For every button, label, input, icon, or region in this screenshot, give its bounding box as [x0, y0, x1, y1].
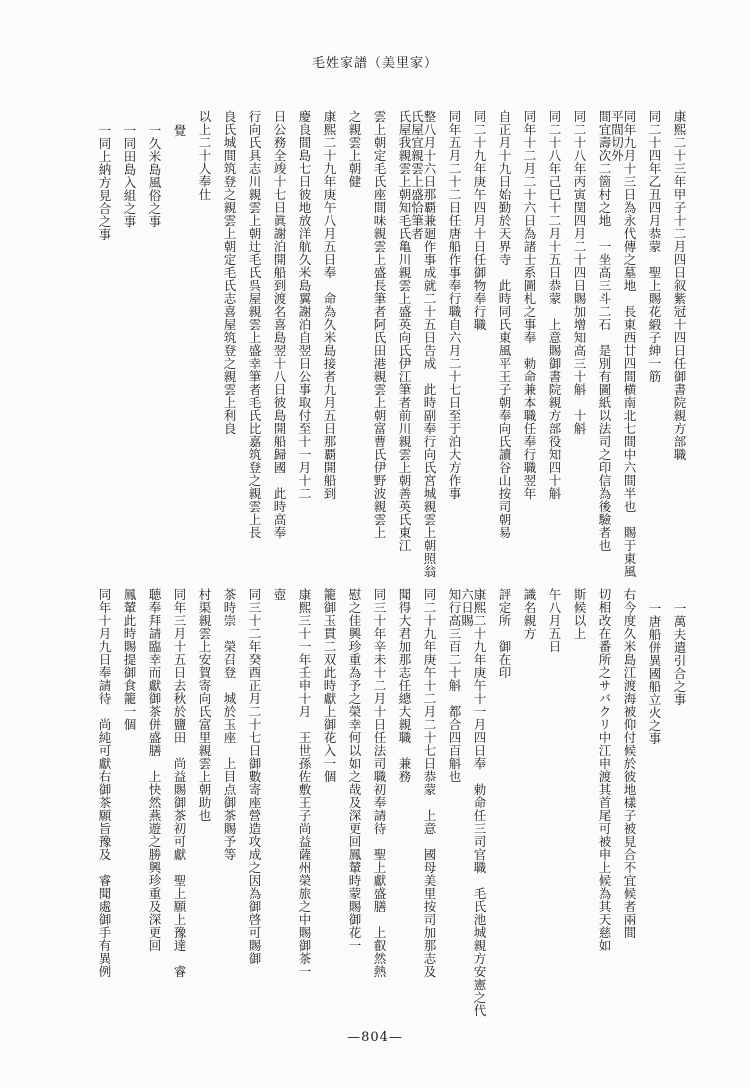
text-column: 同年十月九日奉請待 尚純可獻右御茶願旨豫及 睿聞處御手有異例: [97, 588, 112, 978]
text-column: 午八月五日: [547, 588, 562, 653]
text-column: 同年十二月二十六日為諸士系圖札之事奉 勅命兼本職任奉行職翌年: [522, 110, 537, 500]
text-column: 雲上朝定毛氏座間味親雲上盛長筆者阿氏田港親雲上朝富曹氏伊野波親雲上: [372, 110, 387, 539]
page-header: 毛姓家譜（美里家）: [311, 56, 438, 71]
text-column: 茶時崇 榮召登 城於玉座 上目点御茶賜予等: [222, 588, 237, 861]
text-column: 切相改在番所之サバクリ中江申渡其首尾可被申上候為其天慈如: [597, 588, 612, 952]
text-column: 康熙三十一年壬申十月 王世孫佐敷王子尚益薩州榮旅之中賜御茶一: [297, 588, 312, 978]
text-column: 康熙二十九年庚午八月五日奉 命為久米島接者九月五日那覇開船到: [322, 110, 337, 500]
text-column: 聞得大君加那志任總大親職 兼務: [397, 588, 412, 783]
text-column: 同二十九年庚午四月十日任御物奉行職: [472, 110, 487, 331]
text-column: 之親雲上朝健: [347, 110, 362, 188]
text-column: 行向氏具志川親雲上朝辻毛氏呉屋親雲上盛幸筆者毛氏比嘉筑登之親雲上長: [247, 110, 262, 539]
text-column: 同三十二年癸酉正月二十七日御數寄座營造攻成之因為御啓可賜御: [247, 588, 262, 965]
text-column: 同年三月十五日去秋於鹽田 尚益賜御茶初可獻 聖上願上豫達 睿: [172, 588, 187, 978]
text-column: 一同上納方見合之事: [97, 124, 112, 241]
text-column: 康熙二十九年庚午十一月四日奉 勅命任三司官職 毛氏池城親方安憲之代 六日賜: [459, 588, 487, 1030]
text-column: 識名親方: [522, 588, 537, 640]
text-column: 同年五月二十二日任唐船作事奉行職自六月二十七日至于泊大方作事: [447, 110, 462, 500]
upper-text-block: [70, 110, 685, 580]
text-column: 一久米島風俗之事: [147, 124, 162, 228]
text-column: 氏屋我親雲上朝知毛氏亀川親雲上盛英向氏伊江筆者前川親雲上朝善英氏東江: [397, 110, 412, 552]
text-column: 一萬夫遣引合之事: [672, 602, 687, 706]
text-column: 籠御玉貫二双此時獻上御花入一個: [322, 588, 337, 783]
text-column: 自正月十九日始勤於天界寺 此時同氏東風平王子朝奉向氏讀谷山按司朝易: [497, 110, 512, 539]
text-column: 間宜壽次二箇村之地 一坐高三斗二石 是別有圖紙以法司之印信為後驗者也: [597, 110, 612, 552]
text-column: 慰之佳興珍重為予之榮幸何以如之哉及深更回鳳輦時蒙賜御花一: [347, 588, 362, 952]
text-column: 慶良間島七日彼地放洋航久米島翼謝泊自翌日公事取付至十一月十二: [297, 110, 312, 500]
text-column: 壺: [272, 588, 287, 601]
text-column: 覺: [172, 124, 187, 137]
text-column: 以上二十人奉仕: [197, 110, 212, 201]
text-column: 一同田島入組之事: [122, 124, 137, 228]
text-column: 同二十八年丙寅閏四月二十四日賜加增知高三十斛 十斛: [572, 110, 587, 435]
text-column: 鳳輦此時賜提御食籠一個: [122, 588, 137, 731]
page-number: —804—: [347, 1030, 403, 1045]
text-column: 良氏城間筑登之親雲上朝定毛氏志喜屋筑登之親雲上利良: [222, 110, 237, 435]
text-column: 評定所 御在印: [497, 588, 512, 679]
text-column: 日公務全竣十七日眞謝泊開船到渡名喜島翌十八日彼島開船歸國 此時高奉: [272, 110, 287, 539]
text-column: 一唐船併異國船立火之事: [647, 602, 662, 745]
text-column: 同二十八年己巳十二月十五日恭蒙 上意賜御書院親方部役知四十斛: [547, 110, 562, 500]
text-column: 康熙二十三年甲子十二月四日叙紫冠十四日任御書院親方部職: [672, 110, 687, 461]
lower-text-block: [70, 588, 687, 1030]
text-column: 聴奉拜請臨幸而獻御茶併盛膳 上快然燕遊之勝興珍重及深更回: [147, 588, 162, 952]
text-column: 右今度久米島江渡海被仰付候於彼地樣子被見合不宜候者兩間: [622, 588, 637, 939]
text-column: 同二十四年乙丑四月恭蒙 聖上賜花緞子紳一筋: [647, 110, 662, 383]
text-column: 同三十年辛未十二月十日任法司職初奉請待 聖上獻盛膳 上叡然熱: [372, 588, 387, 978]
text-column: 同二十九年庚午十二月二十七日恭蒙 上意 國母美里按司加那志及: [422, 588, 437, 978]
text-column: 整八月十六日那覇兼廻作事成就二十五日告成 此時副奉行向氏宮城親雲上朝照翁氏屋宜親雲上盛恰筆者: [409, 110, 437, 578]
text-column: 斯候以上: [572, 588, 587, 640]
text-column: 村渠親雲上安賀寄向氏富里親雲上朝助也: [197, 588, 212, 822]
text-column: 知行高三百二十斛 都合四百斛也: [447, 588, 462, 783]
text-column: 同年九月十三日為永代傳之墓地 長東西廿四間横南北七間中六間半也 賜于東風平間切外: [609, 110, 637, 578]
